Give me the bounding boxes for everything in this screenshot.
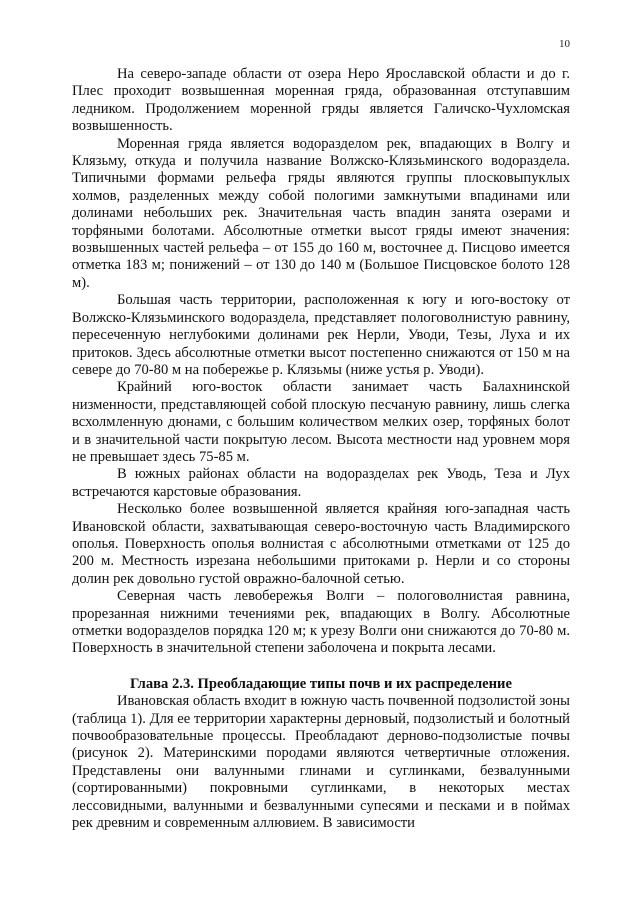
section-heading: Глава 2.3. Преобладающие типы почв и их распределение bbox=[130, 675, 512, 692]
paragraph-6: Несколько более возвышенной является крайняя юго-западная часть Ивановской области, захватывающая северо-восточную часть Владимирского ополья. Поверхность ополья волнистая с абсолютными отметками от 125 до 200 м. Местность изрезана небольшими притоками р. Нерли и со стороны долин рек довольно густой овражно-балочной сетью. bbox=[72, 501, 570, 587]
paragraph-8: Ивановская область входит в южную часть почвенной подзолистой зоны (таблица 1). Для ее территории характерны дерновый, подзолистый и болотный почвообразовательные процессы. Преобладают дерново-подзолистые почвы (рисунок 2). Материнскими породами являются четвертичные отложения. Представлены они валунными глинами и суглинками, безвалунными (сортированными) покровными суглинками, в некоторых местах лессовидными, валунными и безвалунными супесями и песками и в поймах рек древним и современным аллювием. В зависимости bbox=[72, 693, 570, 832]
paragraph-1: На северо-западе области от озера Неро Ярославской области и до г. Плес проходит возвышенная моренная гряда, образованная отступавшим ледником. Продолжением моренной гряды является Галичско-Чухломская возвышенность. bbox=[72, 66, 570, 135]
paragraph-4: Крайний юго-восток области занимает часть Балахнинской низменности, представляющей собой плоскую песчаную равнину, лишь слегка всхолмленную дюнами, с большим количеством мелких озер, торфяных болот и в значительной части покрытую лесом. Высота местности над уровнем моря не превышает здесь 75-85 м. bbox=[72, 379, 570, 465]
page-number: 10 bbox=[559, 38, 570, 50]
paragraph-2: Моренная гряда является водоразделом рек, впадающих в Волгу и Клязьму, откуда и получила название Волжско-Клязьминского водораздела. Типичными формами рельефа гряды являются группы плосковыпуклых холмов, разделенных между собой пологими замкнутыми впадинами или долинами небольших рек. Значительная часть впадин занята озерами и торфяными болотами. Абсолютные отметки высот гряды имеют значения: возвышенных частей рельефа – от 155 до 160 м, восточнее д. Писцово имеется отметка 183 м; понижений – от 130 до 140 м (Большое Писцовское болото 128 м). bbox=[72, 135, 570, 291]
paragraph-5: В южных районах области на водоразделах рек Уводь, Теза и Лух встречаются карстовые образования. bbox=[72, 466, 570, 500]
paragraph-7: Северная часть левобережья Волги – пологоволнистая равнина, прорезанная нижними течениями рек, впадающих в Волгу. Абсолютные отметки водоразделов порядка 120 м; к урезу Волги они снижаются до 70-80 м. Поверхность в значительной степени заболочена и покрыта лесами. bbox=[72, 588, 570, 657]
page-content bbox=[72, 66, 570, 832]
paragraph-3: Большая часть территории, расположенная к югу и юго-востоку от Волжско-Клязьминского водораздела, представляет пологоволнистую равнину, пересеченную неглубокими долинами рек Нерли, Уводи, Тезы, Луха и их притоков. Здесь абсолютные отметки высот постепенно снижаются от 150 м на севере до 70-80 м на побережье р. Клязьмы (ниже устья р. Уводи). bbox=[72, 292, 570, 378]
